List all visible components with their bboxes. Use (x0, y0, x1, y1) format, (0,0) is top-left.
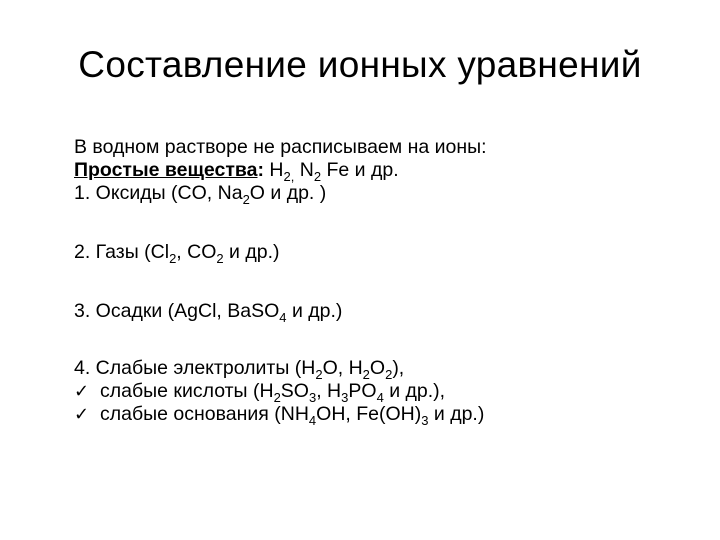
oxides-text-a: Оксиды (CO, Na (90, 182, 243, 204)
weak-sub-1: 2 (315, 367, 323, 382)
weak-text-d: ), (392, 357, 405, 379)
precipitates-sub-1: 4 (279, 310, 287, 325)
slide-title: Составление ионных уравнений (78, 44, 642, 85)
slide-body (74, 136, 694, 426)
acids-text-a: слабые кислоты (H (100, 380, 274, 402)
weak-text-a: Слабые электролиты (H (90, 357, 316, 379)
weak-sub-2: 2 (362, 367, 370, 382)
intro-line: В водном растворе не расписываем на ионы: (74, 136, 487, 158)
bases-text-a: слабые основания (NH (100, 403, 309, 425)
acids-sub-4: 4 (376, 390, 384, 405)
oxides-text-b: O и др. ) (249, 182, 327, 204)
weak-text-c: O (369, 357, 386, 379)
gases-text-b: , CO (176, 241, 217, 263)
weak-sub-3: 2 (385, 367, 393, 382)
bases-text-b: OH, Fe(OH) (316, 403, 422, 425)
spacer (74, 264, 694, 300)
acids-sub-2: 3 (308, 390, 317, 405)
checkmark-icon: ✓ (74, 404, 90, 425)
weak-electrolytes-line (74, 357, 694, 380)
hydrogen-subscript: 2, (283, 169, 295, 184)
simple-colon: : (257, 159, 264, 181)
weak-number: 4. (74, 357, 91, 379)
nitrogen-symbol: N (294, 159, 314, 181)
precipitates-text-a: Осадки (AgCl, BaSO (90, 300, 280, 322)
gases-sub-1: 2 (169, 251, 177, 266)
acids-text-d: PO (348, 380, 377, 402)
precipitates-line (74, 300, 694, 323)
acids-sub-3: 3 (341, 390, 349, 405)
acids-text-c: , H (316, 380, 342, 402)
gases-line (74, 241, 694, 264)
nitrogen-subscript: 2 (313, 169, 322, 184)
gases-text-a: Газы (Cl (90, 241, 170, 263)
simple-rest: Fe и др. (321, 159, 399, 181)
acids-text-b: SO (280, 380, 309, 402)
spacer (74, 323, 694, 357)
oxides-sub-1: 2 (242, 192, 250, 207)
precipitates-number: 3. (74, 300, 91, 322)
precipitates-text-b: и др.) (286, 300, 343, 322)
acids-text-e: и др.), (383, 380, 446, 402)
checkmark-icon: ✓ (74, 381, 90, 402)
simple-substances-line (74, 159, 694, 182)
gases-sub-2: 2 (216, 251, 224, 266)
weak-text-b: O, H (322, 357, 363, 379)
bases-sub-2: 3 (421, 413, 429, 428)
simple-substances-label: Простые вещества (74, 159, 258, 181)
weak-acids-line (74, 380, 694, 403)
spacer (74, 205, 694, 241)
oxides-number: 1. (74, 182, 91, 204)
bases-sub-1: 4 (308, 413, 317, 428)
bases-text-c: и др.) (428, 403, 485, 425)
hydrogen-symbol: H (269, 159, 284, 181)
gases-number: 2. (74, 241, 91, 263)
gases-text-c: и др.) (223, 241, 280, 263)
oxides-line (74, 182, 694, 205)
weak-bases-line (74, 403, 694, 426)
acids-sub-1: 2 (273, 390, 281, 405)
